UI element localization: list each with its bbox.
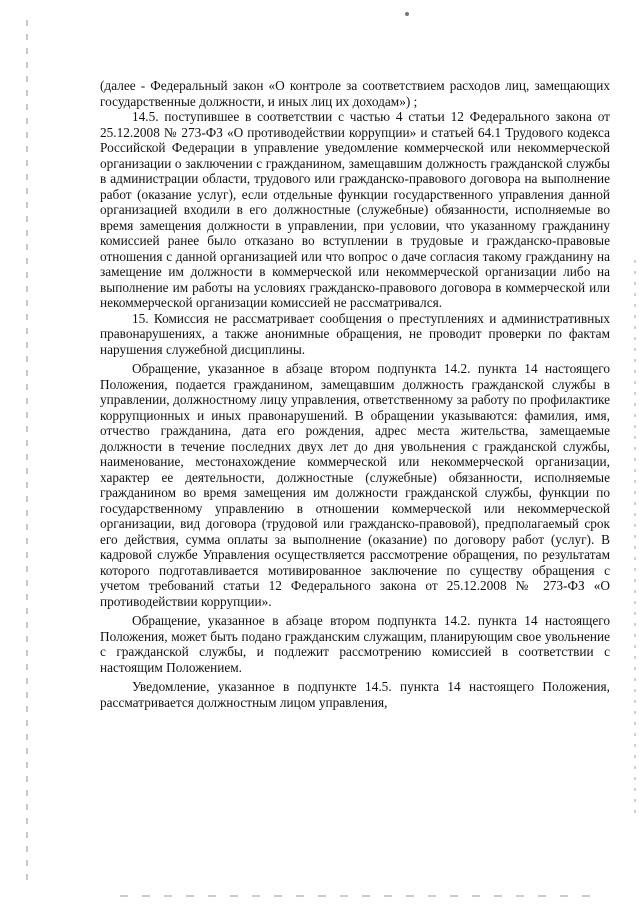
scan-left-edge-artifact: [26, 20, 28, 880]
paragraph-appeal-by-employee: Обращение, указанное в абзаце втором подпункта 14.2. пункта 14 настоящего Положения, может быть подано гражданским служащим, планирующим свое увольнение с гражданской службы, и подлежит рассмотрению комиссией в соответствии с настоящим Положением.: [100, 613, 610, 675]
paragraph-notification-14-5: Уведомление, указанное в подпункте 14.5. пункта 14 настоящего Положения, рассматривается должностным лицом управления,: [100, 679, 610, 710]
scan-dot-artifact: [405, 12, 409, 16]
scan-right-edge-artifact: [634, 260, 636, 820]
paragraph-item-15: 15. Комиссия не рассматривает сообщения о преступлениях и административных правонарушениях, а также анонимные обращения, не проводит проверки по фактам нарушения служебной дисциплины.: [100, 310, 610, 357]
paragraph-intro-continuation: (далее - Федеральный закон «О контроле за соответствием расходов лиц, замещающих государственные должности, и иных лиц их доходам») ;: [100, 78, 610, 109]
paragraph-item-14-5: 14.5. поступившее в соответствии с частью 4 статьи 12 Федерального закона от 25.12.2008 № 273-ФЗ «О противодействии коррупции» и статьей 64.1 Трудового кодекса Российской Федерации в управление уведомление коммерческой или некоммерческой организации о заключении с гражданином, замещавшим должность гражданской службы в администрации области, трудового или гражданско-правового договора на выполнение работ (оказание услуг), если отдельные функции государственного управления данной организацией входили в его должностные (служебные) обязанности, исполняемые во время замещения должности в управлении, при условии, что указанному гражданину комиссией ранее было отказано во вступлении в трудовые и гражданско-правовые отношения с данной организацией или что вопрос о даче согласия такому гражданину на замещение им должности в коммерческой или некоммерческой организации либо на выполнение им работы на условиях гражданско-правового договора в коммерческой или некоммерческой организации комиссией не рассматривался.: [100, 109, 610, 310]
scan-bottom-artifact: [120, 895, 600, 897]
document-page: [100, 78, 610, 710]
paragraph-appeal-description: Обращение, указанное в абзаце втором подпункта 14.2. пункта 14 настоящего Положения, подается гражданином, замещавшим должность гражданской службы в управлении, должностному лицу управления, ответственному за работу по профилактике коррупционных и иных правонарушений. В обращении указываются: фамилия, имя, отчество гражданина, дата его рождения, адрес места жительства, замещаемые должности в течение последних двух лет до дня увольнения с гражданской службы, наименование, местонахождение коммерческой или некоммерческой организации, характер ее деятельности, должностные (служебные) обязанности, исполняемые гражданином во время замещения им должности гражданской службы, функции по государственному управлению в отношении коммерческой или некоммерческой организации, вид договора (трудовой или гражданско-правовой), предполагаемый срок его действия, сумма оплаты за выполнение (оказание) по договору работ (услуг). В кадровой службе Управления осуществляется рассмотрение обращения, по результатам которого подготавливается мотивированное заключение по существу обращения с учетом требований статьи 12 Федерального закона от 25.12.2008 № 273-ФЗ «О противодействии коррупции».: [100, 361, 610, 609]
